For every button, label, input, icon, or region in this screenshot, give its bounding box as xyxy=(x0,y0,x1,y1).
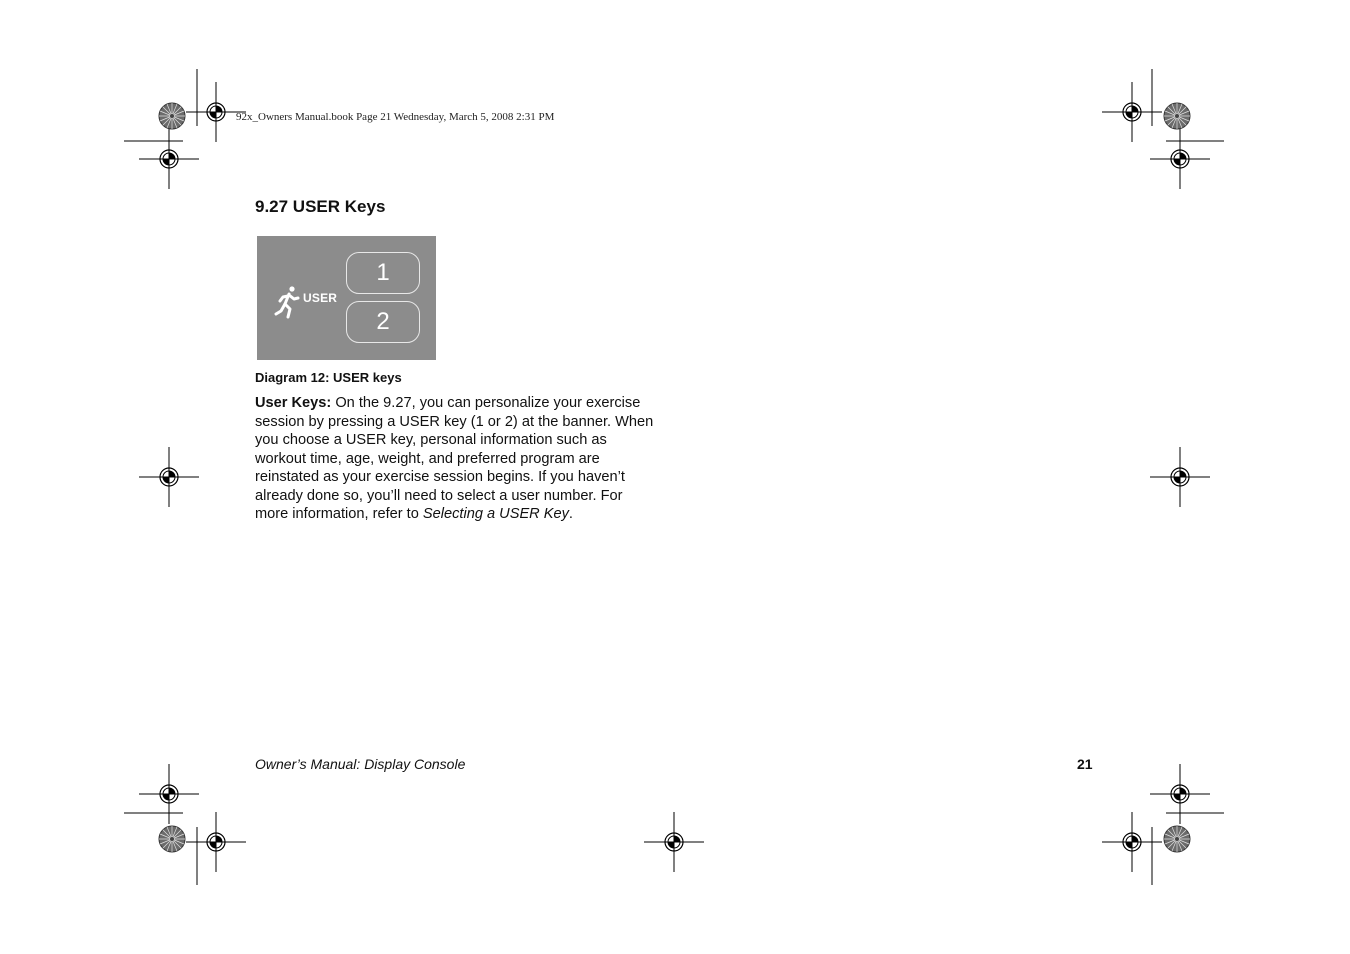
body-text: On the 9.27, you can personalize your exercise session by pressing a USER key (1 or 2) at the banner. When you choose a USER key, personal information such as workout time, age, weight, and preferred program are reinstated as your exercise session begins. If you haven’t already done so, you’ll need to select a user number. For more information, refer to xyxy=(255,395,654,522)
body-paragraph xyxy=(255,394,655,524)
page-number: 21 xyxy=(1077,756,1093,772)
footer-title: Owner’s Manual: Display Console xyxy=(255,756,466,772)
book-info-line: 92x_Owners Manual.book Page 21 Wednesday, March 5, 2008 2:31 PM xyxy=(236,111,555,123)
body-lead: User Keys: xyxy=(255,395,332,411)
cross-reference-link[interactable]: Selecting a USER Key xyxy=(422,506,569,522)
running-person-icon xyxy=(274,285,302,321)
user-label: USER xyxy=(303,291,338,305)
user-key-2: 2 xyxy=(346,301,420,343)
body-end: . xyxy=(568,506,573,522)
diagram-caption: Diagram 12: USER keys xyxy=(255,370,402,385)
section-title: 9.27 USER Keys xyxy=(255,197,386,216)
user-key-1: 1 xyxy=(346,252,420,294)
